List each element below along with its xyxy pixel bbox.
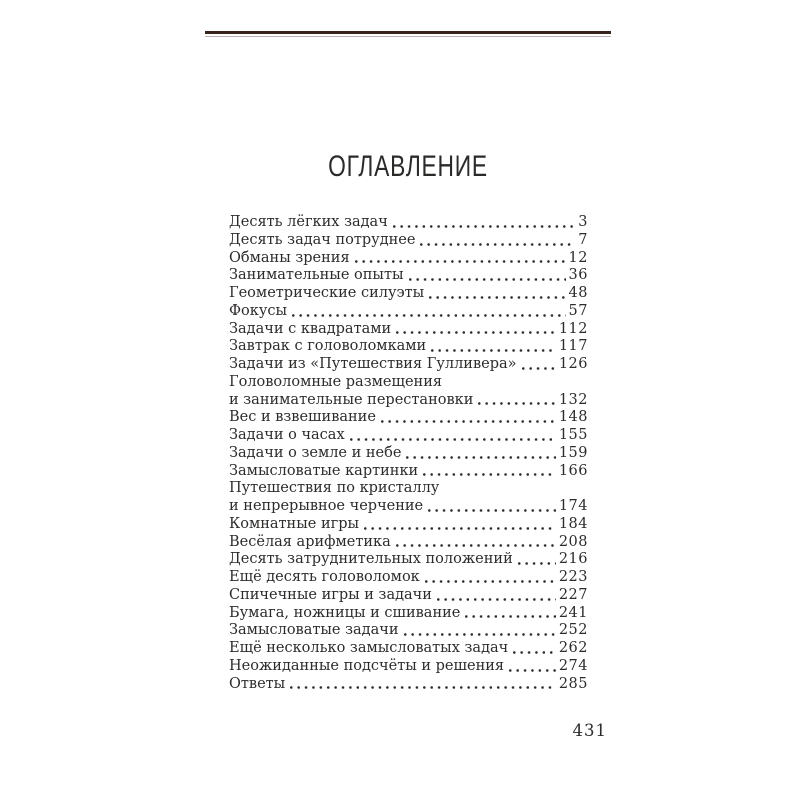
dot-leader bbox=[420, 243, 575, 246]
dot-leader bbox=[393, 225, 575, 228]
toc-entry-page: 184 bbox=[558, 515, 588, 532]
toc-entry-page: 223 bbox=[558, 569, 588, 585]
toc-entry-label: Геометрические силуэты bbox=[229, 285, 425, 301]
toc-entry-label: и занимательные перестановки bbox=[229, 391, 474, 408]
toc-entry bbox=[229, 551, 588, 569]
dot-leader bbox=[437, 598, 556, 601]
dot-leader bbox=[431, 349, 556, 352]
dot-leader bbox=[425, 580, 556, 583]
toc-entry-page: 12 bbox=[568, 249, 588, 266]
toc-entry-page: 208 bbox=[558, 533, 588, 550]
toc-entry-page: 174 bbox=[558, 498, 588, 514]
toc-entry bbox=[229, 516, 588, 534]
toc-entry bbox=[229, 427, 588, 445]
toc-entry-label: Ещё несколько замысловатых задач bbox=[229, 640, 509, 656]
toc-entry bbox=[229, 285, 588, 303]
toc-entry-label: Комнатные игры bbox=[229, 515, 360, 532]
toc-entry-label: Неожиданные подсчёты и решения bbox=[229, 657, 505, 674]
toc-entry-page: 57 bbox=[568, 302, 588, 319]
toc-entry bbox=[229, 587, 588, 605]
toc-entry-page: 117 bbox=[558, 338, 588, 355]
dot-leader bbox=[518, 562, 556, 565]
toc-entry-label: Задачи из «Путешествия Гулливера» bbox=[229, 356, 517, 372]
toc-entry-label: Вес и взвешивание bbox=[229, 409, 376, 426]
toc-entry-label: Замысловатые картинки bbox=[229, 462, 419, 479]
toc-entry-label: Завтрак с головоломками bbox=[229, 338, 427, 355]
toc-entry bbox=[229, 303, 588, 321]
dot-leader bbox=[290, 686, 556, 689]
toc-entry bbox=[229, 480, 588, 498]
top-rule-light-line bbox=[205, 36, 611, 38]
toc-entry bbox=[229, 445, 588, 463]
toc-entry bbox=[229, 232, 588, 250]
dot-leader bbox=[478, 402, 555, 405]
dot-leader bbox=[428, 509, 556, 512]
toc-entry-page: 7 bbox=[578, 231, 588, 248]
toc-entry-label: Десять лёгких задач bbox=[229, 214, 388, 230]
toc-entry-label: Ещё десять головоломок bbox=[229, 569, 420, 585]
toc-entry-label: Фокусы bbox=[229, 302, 288, 319]
toc-entry-label: и непрерывное черчение bbox=[229, 498, 424, 514]
dot-leader bbox=[396, 544, 556, 547]
toc-entry-label: Задачи о часах bbox=[229, 427, 345, 443]
toc-entry-page: 159 bbox=[558, 444, 588, 461]
toc-entry-page: 227 bbox=[558, 586, 588, 603]
toc-entry-page: 285 bbox=[558, 675, 588, 692]
toc-entry-label: Весёлая арифметика bbox=[229, 533, 391, 550]
dot-leader bbox=[509, 669, 556, 672]
toc-entry-page: 48 bbox=[568, 285, 588, 301]
toc-entry bbox=[229, 676, 588, 694]
toc-entry bbox=[229, 338, 588, 356]
dot-leader bbox=[406, 456, 555, 459]
dot-leader bbox=[381, 420, 556, 423]
toc-entry bbox=[229, 569, 588, 587]
dot-leader bbox=[409, 278, 566, 281]
toc-entry-label: Путешествия по кристаллу bbox=[229, 480, 440, 497]
toc-entry bbox=[229, 409, 588, 427]
toc-entry-page: 241 bbox=[558, 604, 588, 621]
toc-entry-label: Головоломные размещения bbox=[229, 373, 443, 390]
page-number: 431 bbox=[572, 721, 607, 740]
toc-entry bbox=[229, 463, 588, 481]
toc-list bbox=[229, 214, 588, 693]
toc-entry-page: 166 bbox=[558, 462, 588, 479]
toc-entry bbox=[229, 356, 588, 374]
toc-entry-label: Спичечные игры и задачи bbox=[229, 586, 432, 603]
toc-entry-label: Задачи с квадратами bbox=[229, 320, 392, 337]
toc-entry bbox=[229, 622, 588, 640]
page-title: ОГЛАВЛЕНИЕ bbox=[328, 150, 488, 183]
toc-entry-page: 112 bbox=[558, 320, 588, 337]
dot-leader bbox=[350, 438, 556, 441]
toc-entry-label: Десять затруднительных положений bbox=[229, 551, 513, 568]
dot-leader bbox=[513, 651, 556, 654]
top-rule-dark-line bbox=[205, 31, 611, 34]
dot-leader bbox=[423, 473, 556, 476]
dot-leader bbox=[364, 527, 556, 530]
toc-entry-label: Задачи о земле и небе bbox=[229, 444, 402, 461]
top-rule bbox=[205, 31, 611, 37]
toc-entry bbox=[229, 267, 588, 285]
dot-leader bbox=[292, 314, 566, 317]
toc-entry-label: Десять задач потруднее bbox=[229, 231, 416, 248]
toc-entry-page: 126 bbox=[558, 356, 588, 372]
toc-entry bbox=[229, 214, 588, 232]
dot-leader bbox=[355, 260, 566, 263]
toc-entry-page: 216 bbox=[558, 551, 588, 568]
toc-entry-page: 36 bbox=[568, 267, 588, 284]
toc-entry-label: Замысловатые задачи bbox=[229, 622, 399, 639]
dot-leader bbox=[465, 615, 555, 618]
toc-entry-page: 155 bbox=[558, 427, 588, 443]
toc-entry-page: 132 bbox=[558, 391, 588, 408]
toc-entry bbox=[229, 321, 588, 339]
toc-entry bbox=[229, 605, 588, 623]
toc-entry-page: 252 bbox=[558, 622, 588, 639]
toc-entry-page: 262 bbox=[558, 640, 588, 656]
dot-leader bbox=[396, 331, 556, 334]
dot-leader bbox=[429, 296, 565, 299]
dot-leader bbox=[522, 367, 556, 370]
toc-entry bbox=[229, 658, 588, 676]
toc-entry bbox=[229, 250, 588, 268]
toc-entry bbox=[229, 392, 588, 410]
toc-entry-label: Бумага, ножницы и сшивание bbox=[229, 604, 461, 621]
toc-entry bbox=[229, 374, 588, 392]
toc-entry bbox=[229, 498, 588, 516]
toc-entry-page: 148 bbox=[558, 409, 588, 426]
toc-entry-page: 3 bbox=[578, 214, 588, 230]
toc-entry bbox=[229, 640, 588, 658]
toc-entry-label: Обманы зрения bbox=[229, 249, 350, 266]
toc-entry-label: Занимательные опыты bbox=[229, 267, 404, 284]
dot-leader bbox=[404, 633, 556, 636]
toc-entry-label: Ответы bbox=[229, 675, 286, 692]
toc-entry bbox=[229, 534, 588, 552]
toc-entry-page: 274 bbox=[558, 657, 588, 674]
